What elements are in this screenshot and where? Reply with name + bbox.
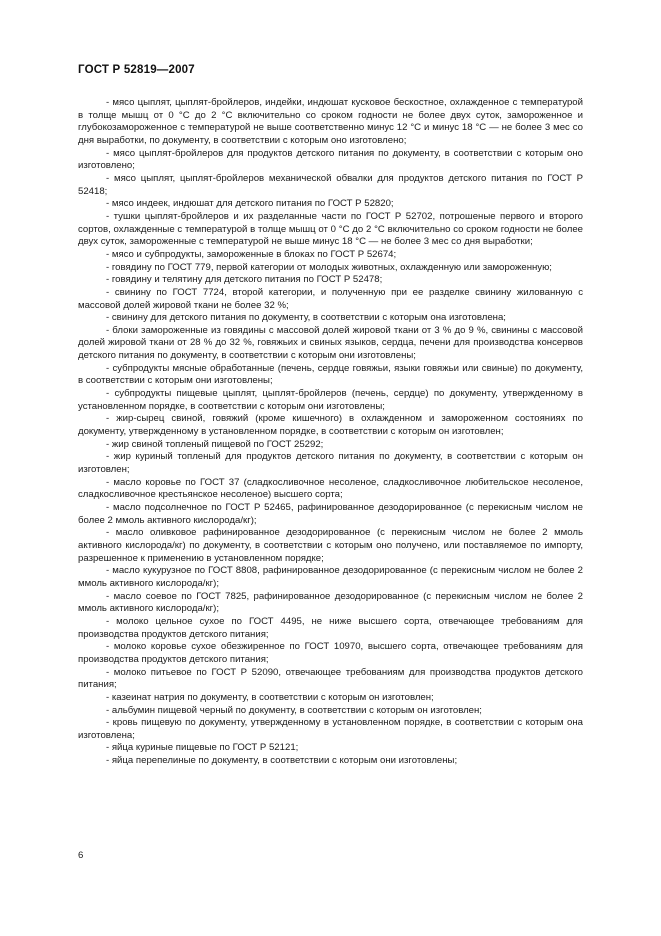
ingredient-list (78, 97, 583, 768)
list-item: - молоко цельное сухое по ГОСТ 4495, не ниже высшего сорта, отвечающее требованиям для производства продуктов детского питания; (78, 615, 583, 640)
list-item: - жир-сырец свиной, говяжий (кроме кишечного) в охлажденном и замороженном состояниях по документу, утвержденному в установленном порядке, в соответствии с которым он изготовлен; (78, 413, 583, 438)
list-item: - мясо индеек, индюшат для детского питания по ГОСТ Р 52820; (106, 198, 394, 210)
list-item: - масло кукурузное по ГОСТ 8808, рафинированное дезодорированное (с перекисным числом не более 2 ммоль активного кислорода/кг); (78, 565, 583, 589)
page-number: 6 (78, 850, 84, 861)
list-item: - кровь пищевую по документу, утвержденному в установленном порядке, в соответствии с которым она изготовлена; (78, 717, 583, 741)
list-item: - субпродукты мясные обработанные (печень, сердце говяжьи, языки говяжьи или свиные) по документу, в соответствии с которым они изготовлены; (78, 362, 583, 387)
list-item: - мясо цыплят-бройлеров для продуктов детского питания по документу, в соответствии с которым оно изготовлено; (78, 147, 583, 172)
list-item: - свинину для детского питания по документу, в соответствии с которым она изготовлена; (106, 312, 506, 324)
list-item: - тушки цыплят-бройлеров и их разделанные части по ГОСТ Р 52702, потрошеные первого и второго сортов, охлажденные с температурой в толще мышц от 0 °С до 2 °С включительно со сроком годности не более двух суток, замороженные с температурой не выше минус 18 °С — не более 3 мес со дня выработки; (78, 210, 583, 248)
list-item: - масло коровье по ГОСТ 37 (сладкосливочное несоленое, сладкосливочное любительское несоленое, сладкосливочное крестьянское несоленое) высшего сорта; (78, 476, 583, 501)
list-item: - мясо цыплят, цыплят-бройлеров механической обвалки для продуктов детского питания по ГОСТ Р 52418; (78, 172, 583, 197)
list-item: - масло подсолнечное по ГОСТ Р 52465, рафинированное дезодорированное (с перекисным числом не более 2 ммоль активного кислорода/кг); (78, 502, 583, 526)
list-item: - яйца перепелиные по документу, в соответствии с которым они изготовлены; (106, 755, 458, 767)
list-item: - мясо и субпродукты, замороженные в блоках по ГОСТ Р 52674; (106, 248, 397, 260)
list-item: - говядину и телятину для детского питания по ГОСТ Р 52478; (106, 274, 383, 286)
list-item: - казеинат натрия по документу, в соответствии с которым он изготовлен; (106, 691, 434, 703)
document-header: ГОСТ Р 52819—2007 (78, 64, 195, 76)
list-item: - мясо цыплят, цыплят-бройлеров, индейки, индюшат кусковое бескостное, охлажденное с температурой в толще мышц от 0 °С до 2 °С включительно со сроком годности не более двух суток, замороженное и глубокозамороженное с температурой не выше соответственно минус 12 °С и минус 18 °С — не более 3 мес со дня выработки, по документу, в соответствии с которым оно изготовлено; (78, 97, 583, 146)
list-item: - масло соевое по ГОСТ 7825, рафинированное дезодорированное (с перекисным числом не более 2 ммоль активного кислорода/кг); (78, 590, 583, 615)
list-item: - яйца куриные пищевые по ГОСТ Р 52121; (106, 742, 299, 754)
list-item: - жир свиной топленый пищевой по ГОСТ 25292; (106, 438, 324, 450)
list-item: - альбумин пищевой черный по документу, в соответствии с которым он изготовлен; (106, 704, 482, 716)
list-item: - блоки замороженные из говядины с массовой долей жировой ткани от 3 % до 9 %, свинины с массовой долей жировой ткани от 28 % до 32 %, говяжьих и свиных языков, сердца, печени для производства консервов детского питания по документу, в соответствии с которым они изготовлены; (78, 324, 583, 362)
list-item: - молоко питьевое по ГОСТ Р 52090, отвечающее требованиям для производства продуктов детского питания; (78, 666, 583, 691)
list-item: - масло оливковое рафинированное дезодорированное (с перекисным числом не более 2 ммоль активного кислорода/кг) по документу, в соответствии с которым оно получено, или поставляемое по импорту, разрешенное к применению в установленном порядке; (78, 527, 583, 564)
list-item: - жир куриный топленый для продуктов детского питания по документу, в соответствии с которым он изготовлен; (78, 451, 583, 476)
list-item: - молоко коровье сухое обезжиренное по ГОСТ 10970, высшего сорта, отвечающее требованиям для производства продуктов детского питания; (78, 641, 583, 665)
list-item: - говядину по ГОСТ 779, первой категории от молодых животных, охлажденную или замороженную; (106, 261, 552, 273)
list-item: - субпродукты пищевые цыплят, цыплят-бройлеров (печень, сердце) по документу, утвержденному в установленном порядке, в соответствии с которым они изготовлены; (78, 388, 583, 412)
list-item: - свинину по ГОСТ 7724, второй категории, и полученную при ее разделке свинину жилованную с массовой долей жировой ткани не более 32 %; (78, 286, 583, 311)
